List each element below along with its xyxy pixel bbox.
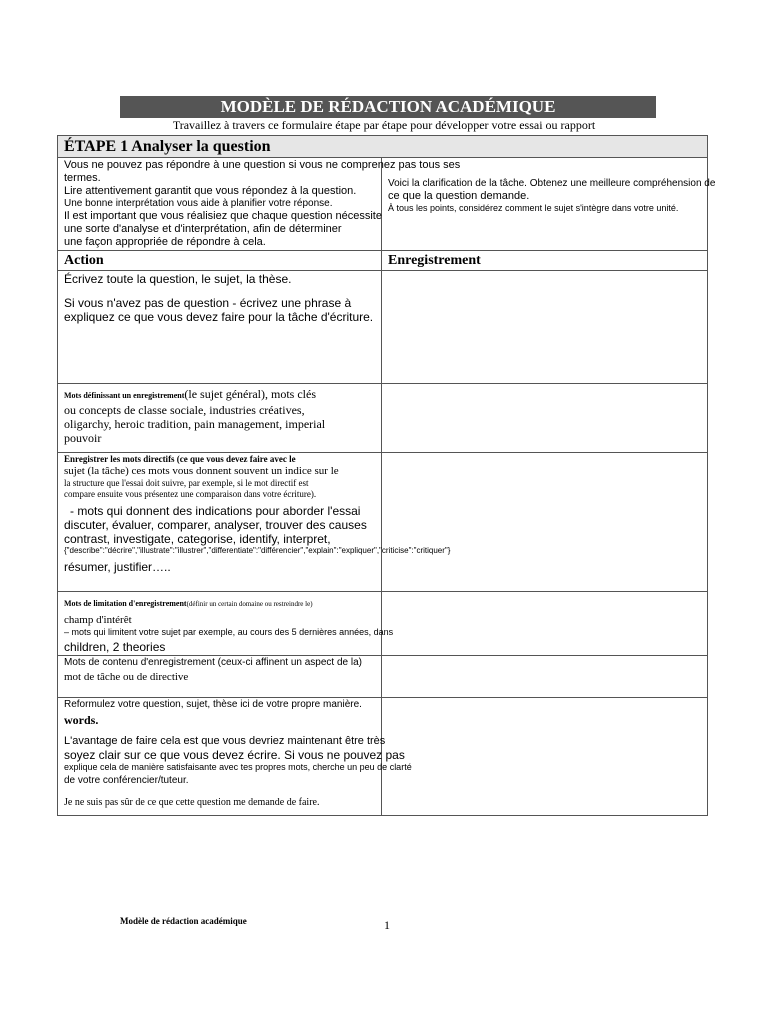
action-text-line: discuter, évaluer, comparer, analyser, trouver des causes <box>64 518 367 532</box>
clarification-text-line: Voici la clarification de la tâche. Obtenez une meilleure compréhension de <box>388 178 716 189</box>
action-text-line: Je ne suis pas sûr de ce que cette question me demande de faire. <box>64 797 320 808</box>
action-text-line: explique cela de manière satisfaisante avec tes propres mots, cherche un peu de clarté <box>64 762 412 772</box>
record-input-rephrase[interactable] <box>382 698 708 816</box>
action-cell-rephrase <box>58 698 412 816</box>
step-heading: ÉTAPE 1 Analyser la question <box>58 136 708 158</box>
action-text-line: Mots de limitation d'enregistrement(définir un certain domaine ou restreindre le) <box>64 599 313 608</box>
intro-text-line: une sorte d'analyse et d'interprétation, afin de déterminer <box>64 223 342 235</box>
action-text-line: compare ensuite vous présentez une comparaison dans votre écriture). <box>64 489 317 499</box>
action-text-line: sujet (la tâche) ces mots vous donnent souvent un indice sur le <box>64 465 339 477</box>
action-cell-topic-words <box>58 384 382 453</box>
action-text-line: Mots de contenu d'enregistrement (ceux-ci affinent un aspect de la) <box>64 657 363 668</box>
action-text-line: words. <box>64 713 99 727</box>
action-text-line: résumer, justifier….. <box>64 560 171 574</box>
action-text-line: - mots qui donnent des indications pour aborder l'essai <box>70 504 361 518</box>
action-text-line: Enregistrer les mots directifs (ce que vous devez faire avec le <box>64 454 296 464</box>
intro-text-line: Vous ne pouvez pas répondre à une question si vous ne comprenez pas tous ses <box>64 159 461 171</box>
action-cell-limiting-words <box>58 592 394 656</box>
record-input-directive-words[interactable] <box>382 453 708 592</box>
action-text-line: ou concepts de classe sociale, industries créatives, <box>64 403 305 417</box>
intro-right-cell <box>382 158 716 251</box>
clarification-text-line: À tous les points, considérez comment le sujet s'intègre dans votre unité. <box>388 203 679 213</box>
action-text-line: expliquez ce que vous devez faire pour la tâche d'écriture. <box>64 310 374 324</box>
action-text-line: Mots définissant un enregistrement(le sujet général), mots clés <box>64 387 316 401</box>
record-input-question[interactable] <box>382 271 708 384</box>
action-cell-question <box>58 271 382 384</box>
intro-text-line: Une bonne interprétation vous aide à planifier votre réponse. <box>64 198 333 209</box>
action-text-line: mot de tâche ou de directive <box>64 671 189 683</box>
action-text-line: de votre conférencier/tuteur. <box>64 775 189 786</box>
intro-text-line: Il est important que vous réalisiez que chaque question nécessite <box>64 210 382 222</box>
action-text-line: children, 2 theories <box>64 640 166 654</box>
record-column-header: Enregistrement <box>382 251 708 271</box>
clarification-text-line: ce que la question demande. <box>388 190 530 202</box>
record-input-limiting-words[interactable] <box>382 592 708 656</box>
action-text-line: Si vous n'avez pas de question - écrivez une phrase à <box>64 296 352 310</box>
intro-text-line: une façon appropriée de répondre à cela. <box>64 236 266 248</box>
footer-document-name: Modèle de rédaction académique <box>120 916 247 926</box>
action-text-line: Reformulez votre question, sujet, thèse ici de votre propre manière. <box>64 699 362 710</box>
step-table <box>57 135 716 816</box>
page-number: 1 <box>384 918 390 932</box>
action-text-line: L'avantage de faire cela est que vous devriez maintenant être très <box>64 735 386 747</box>
intro-text-line: termes. <box>64 172 101 184</box>
record-input-topic-words[interactable] <box>382 384 708 453</box>
action-text-line: {"describe":"décrire","illustrate":"illustrer","differentiate":"différencier","explain":"expliquer","criticise":"critiquer"} <box>64 546 451 555</box>
action-cell-content-words <box>58 656 382 698</box>
action-text-line: oligarchy, heroic tradition, pain management, imperial <box>64 417 326 431</box>
document-title-banner: MODÈLE DE RÉDACTION ACADÉMIQUE <box>120 96 656 118</box>
action-text-line: pouvoir <box>64 431 102 445</box>
action-text-line: la structure que l'essai doit suivre, par exemple, si le mot directif est <box>64 478 309 488</box>
document-subtitle: Travaillez à travers ce formulaire étape par étape pour développer votre essai ou rapport <box>172 118 596 132</box>
action-text-line: contrast, investigate, categorise, identify, interpret, <box>64 532 331 546</box>
intro-text-line: Lire attentivement garantit que vous répondez à la question. <box>64 185 357 197</box>
action-cell-directive-words <box>58 453 451 592</box>
action-column-header: Action <box>58 251 382 271</box>
record-input-content-words[interactable] <box>382 656 708 698</box>
action-text-line: Écrivez toute la question, le sujet, la thèse. <box>64 272 292 286</box>
action-text-line: soyez clair sur ce que vous devez écrire. Si vous ne pouvez pas <box>64 748 405 762</box>
action-text-line: champ d'intérêt <box>64 614 132 626</box>
action-text-line: – mots qui limitent votre sujet par exemple, au cours des 5 dernières années, dans <box>64 627 394 637</box>
